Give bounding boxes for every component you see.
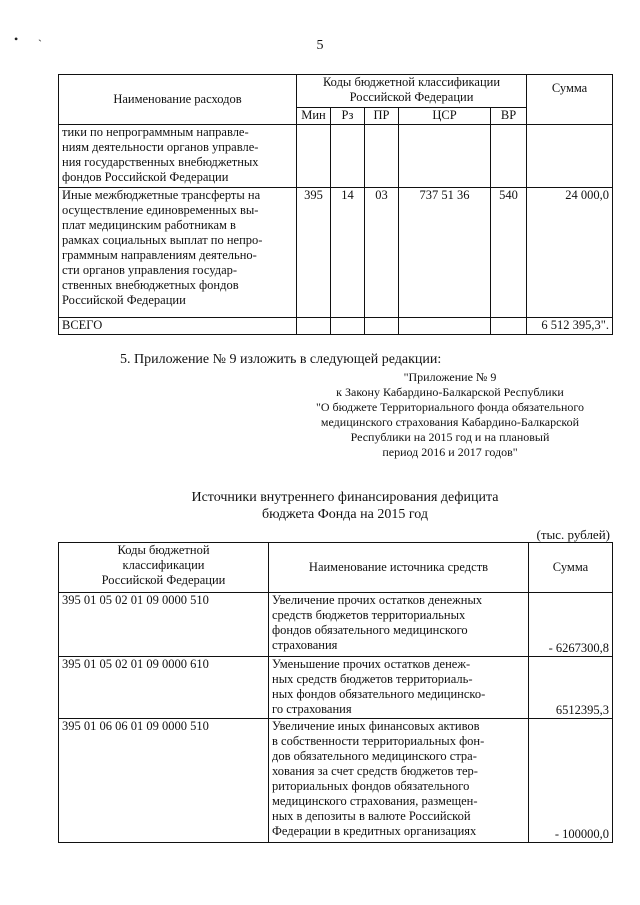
expense-min: 395 bbox=[297, 188, 331, 318]
source-code: 395 01 05 02 01 09 0000 510 bbox=[59, 593, 269, 657]
expense-pr: 03 bbox=[365, 188, 399, 318]
table-row bbox=[59, 188, 613, 318]
amendment-text: 5. Приложение № 9 изложить в следующей редакции: bbox=[120, 352, 442, 367]
table-row bbox=[59, 593, 613, 657]
source-name: Уменьшение прочих остатков денеж- ных средств бюджетов территориаль- ных фондов обязательного медицинско- го страхования bbox=[269, 657, 529, 719]
expense-sum bbox=[527, 125, 613, 188]
expense-name: тики по непрограммным направле- ниям деятельности органов управле- ния государственных внебюджетных фондов Российской Федерации bbox=[59, 125, 297, 188]
total-label: ВСЕГО bbox=[59, 318, 297, 335]
expense-pr bbox=[365, 125, 399, 188]
expense-name: Иные межбюджетные трансферты на осуществление единовременных вы- плат медицинским работникам в рамках социальных выплат по непро- граммным направлениям деятельно- сти органов управления государ- ственных внебюджетных фондов Российской Федерации bbox=[59, 188, 297, 318]
header-source-name: Наименование источника средств bbox=[269, 543, 529, 593]
source-sum: - 100000,0 bbox=[529, 719, 613, 843]
expense-min bbox=[297, 125, 331, 188]
units-label: (тыс. рублей) bbox=[536, 527, 610, 542]
source-name: Увеличение иных финансовых активов в собственности территориальных фон- дов обязательного медицинского стра- хования за счет средств бюджетов тер- риториальных фондов обязательного медицинского страхования, размещен- ных в депозиты в валюте Российской Федерации в кредитных организациях bbox=[269, 719, 529, 843]
source-sum: 6512395,3 bbox=[529, 657, 613, 719]
header-sum: Сумма bbox=[527, 75, 613, 125]
page-number: 5 bbox=[316, 38, 324, 53]
expense-csr bbox=[399, 125, 491, 188]
expenditure-table bbox=[58, 74, 613, 335]
expense-vr bbox=[491, 125, 527, 188]
margin-mark-right: ˎ bbox=[38, 28, 42, 42]
header-csr: ЦСР bbox=[399, 108, 491, 125]
section-title: Источники внутреннего финансирования дефицита бюджета Фонда на 2015 год bbox=[191, 490, 499, 522]
source-code: 395 01 06 06 01 09 0000 510 bbox=[59, 719, 269, 843]
source-name: Увеличение прочих остатков денежных средств бюджетов территориальных фондов обязательного медицинского страхования bbox=[269, 593, 529, 657]
header-budget-codes: Коды бюджетной классификации Российской Федерации bbox=[59, 543, 269, 593]
header-min: Мин bbox=[297, 108, 331, 125]
header-sum: Сумма bbox=[529, 543, 613, 593]
source-code: 395 01 05 02 01 09 0000 610 bbox=[59, 657, 269, 719]
total-row bbox=[59, 318, 613, 335]
table-row bbox=[59, 657, 613, 719]
margin-mark-left: • bbox=[14, 32, 19, 46]
expense-sum: 24 000,0 bbox=[527, 188, 613, 318]
expense-rz: 14 bbox=[331, 188, 365, 318]
header-expense-name: Наименование расходов bbox=[59, 75, 297, 125]
header-budget-codes: Коды бюджетной классификации Российской Федерации bbox=[297, 75, 527, 108]
total-sum: 6 512 395,3". bbox=[527, 318, 613, 335]
appendix-header: "Приложение № 9 к Закону Кабардино-Балкарской Республики "О бюджете Территориального фонда обязательного медицинского страхования Кабардино-Балкарской Республики на 2015 год и на плановый период 2016 и 2017 годов" bbox=[315, 370, 584, 459]
expense-vr: 540 bbox=[491, 188, 527, 318]
table-row bbox=[59, 125, 613, 188]
expense-rz bbox=[331, 125, 365, 188]
header-vr: ВР bbox=[491, 108, 527, 125]
header-rz: Рз bbox=[331, 108, 365, 125]
header-pr: ПР bbox=[365, 108, 399, 125]
table-row bbox=[59, 719, 613, 843]
expense-csr: 737 51 36 bbox=[399, 188, 491, 318]
financing-sources-table bbox=[58, 542, 613, 843]
source-sum: - 6267300,8 bbox=[529, 593, 613, 657]
